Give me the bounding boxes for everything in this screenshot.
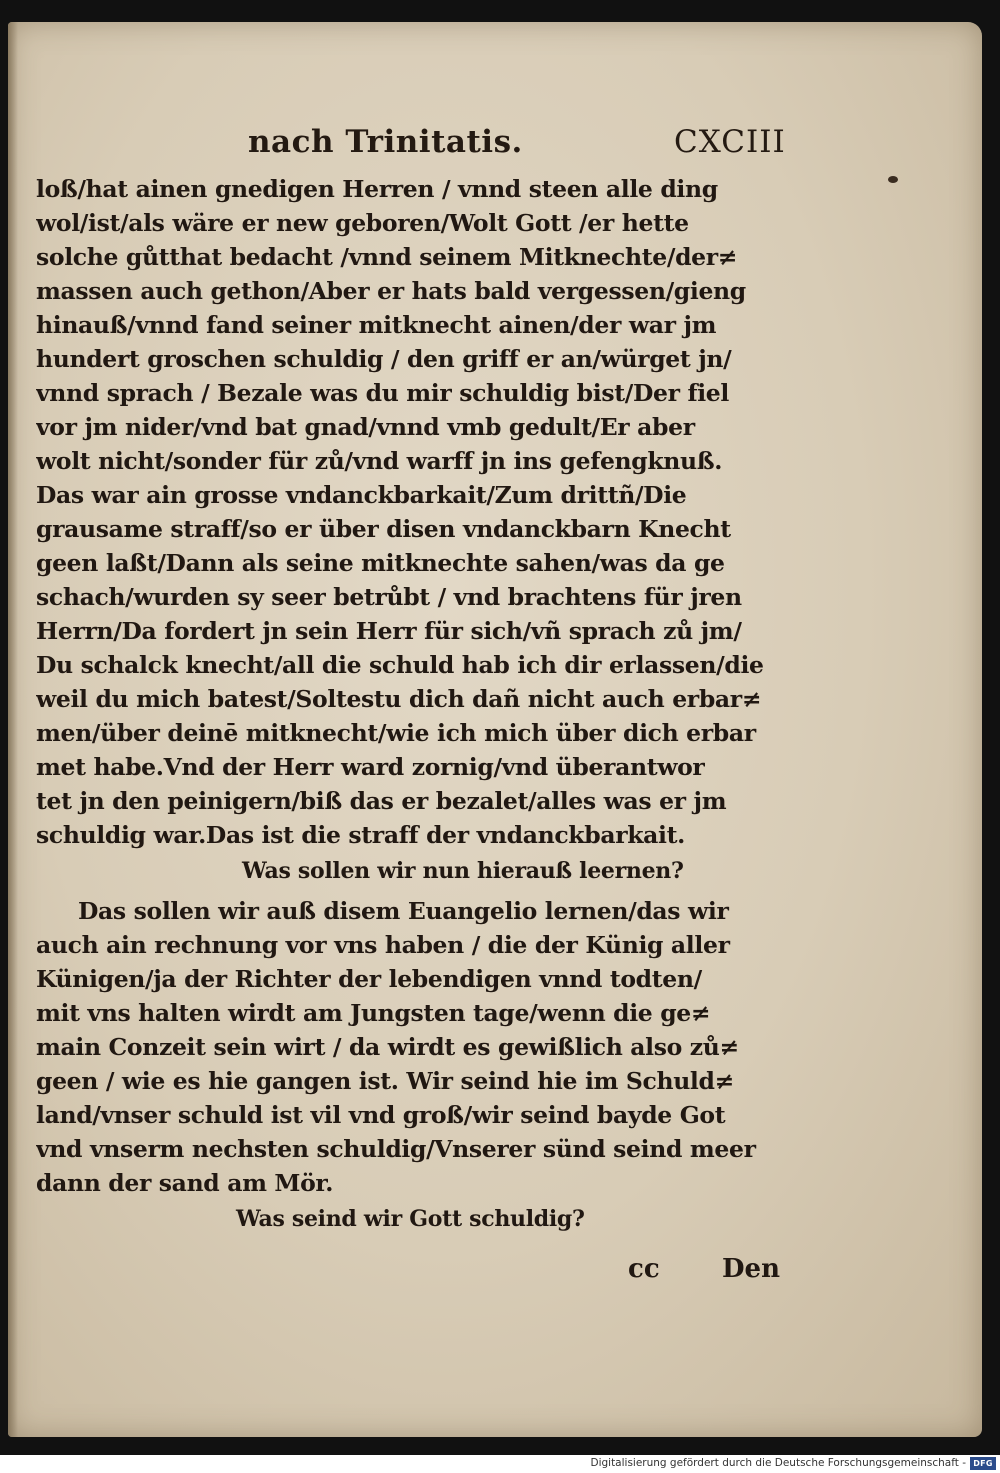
text-line: massen auch gethon/Aber er hats bald vergessen/gieng (36, 277, 746, 305)
text-line: loß/hat ainen gnedigen Herren / vnnd steen alle ding (36, 175, 718, 203)
body-text (36, 172, 816, 1236)
text-line: vnnd sprach / Bezale was du mir schuldig bist/Der fiel (36, 379, 729, 407)
text-line: Künigen/ja der Richter der lebendigen vnnd todten/ (36, 965, 702, 993)
text-line: Das war ain grosse vndanckbarkait/Zum drittñ/Die (36, 481, 687, 509)
section-heading: Was sollen wir nun hierauß leernen? (242, 858, 684, 884)
catchword: Den (722, 1254, 780, 1284)
funding-credit: Digitalisierung gefördert durch die Deutsche Forschungsgemeinschaft - (590, 1457, 966, 1469)
text-line: Das sollen wir auß disem Euangelio lernen/das wir (78, 897, 729, 925)
page-footer (8, 1254, 982, 1294)
text-line: tet jn den peinigern/biß das er bezalet/alles was er jm (36, 787, 727, 815)
folio-number: CXCIII (674, 124, 786, 160)
text-line: schach/wurden sy seer betrůbt / vnd brachtens für jren (36, 583, 742, 611)
text-line: men/über deinē mitknecht/wie ich mich über dich erbar (36, 719, 756, 747)
text-line: geen / wie es hie gangen ist. Wir seind hie im Schuld≠ (36, 1067, 734, 1095)
text-line: auch ain rechnung vor vns haben / die der Künig aller (36, 931, 730, 959)
signature-mark: cc (628, 1254, 660, 1284)
text-line: weil du mich batest/Soltestu dich dañ nicht auch erbar≠ (36, 685, 762, 713)
text-line: dann der sand am Mör. (36, 1169, 334, 1197)
text-line: wolt nicht/sonder für zů/vnd warff jn ins gefengknuß. (36, 447, 723, 475)
text-line: hinauß/vnnd fand seiner mitknecht ainen/der war jm (36, 311, 717, 339)
book-page (8, 22, 982, 1437)
running-head: nach Trinitatis. (248, 124, 523, 160)
text-line: vnd vnserm nechsten schuldig/Vnserer sünd seind meer (36, 1135, 756, 1163)
dfg-logo-icon: DFG (970, 1457, 996, 1470)
text-line: hundert groschen schuldig / den griff er an/würget jn/ (36, 345, 732, 373)
page-edge (8, 22, 18, 1437)
text-line: land/vnser schuld ist vil vnd groß/wir seind bayde Got (36, 1101, 726, 1129)
credit-bar (0, 1455, 1000, 1473)
text-line: Du schalck knecht/all die schuld hab ich dir erlassen/die (36, 651, 764, 679)
section-heading: Was seind wir Gott schuldig? (236, 1206, 585, 1232)
ink-mark (888, 176, 898, 183)
text-line: main Conzeit sein wirt / da wirdt es gewißlich also zů≠ (36, 1033, 739, 1061)
text-line: vor jm nider/vnd bat gnad/vnnd vmb gedult/Er aber (36, 413, 695, 441)
page-header (8, 124, 982, 168)
text-line: schuldig war.Das ist die straff der vndanckbarkait. (36, 821, 685, 849)
text-line: grausame straff/so er über disen vndanckbarn Knecht (36, 515, 731, 543)
text-line: solche gůtthat bedacht /vnnd seinem Mitknechte/der≠ (36, 243, 738, 271)
text-line: mit vns halten wirdt am Jungsten tage/wenn die ge≠ (36, 999, 711, 1027)
text-line: geen laßt/Dann als seine mitknechte sahen/was da ge (36, 549, 725, 577)
text-line: met habe.Vnd der Herr ward zornig/vnd überantwor (36, 753, 705, 781)
text-line: wol/ist/als wäre er new geboren/Wolt Gott /er hette (36, 209, 689, 237)
text-line: Herrn/Da fordert jn sein Herr für sich/vñ sprach zů jm/ (36, 617, 742, 645)
